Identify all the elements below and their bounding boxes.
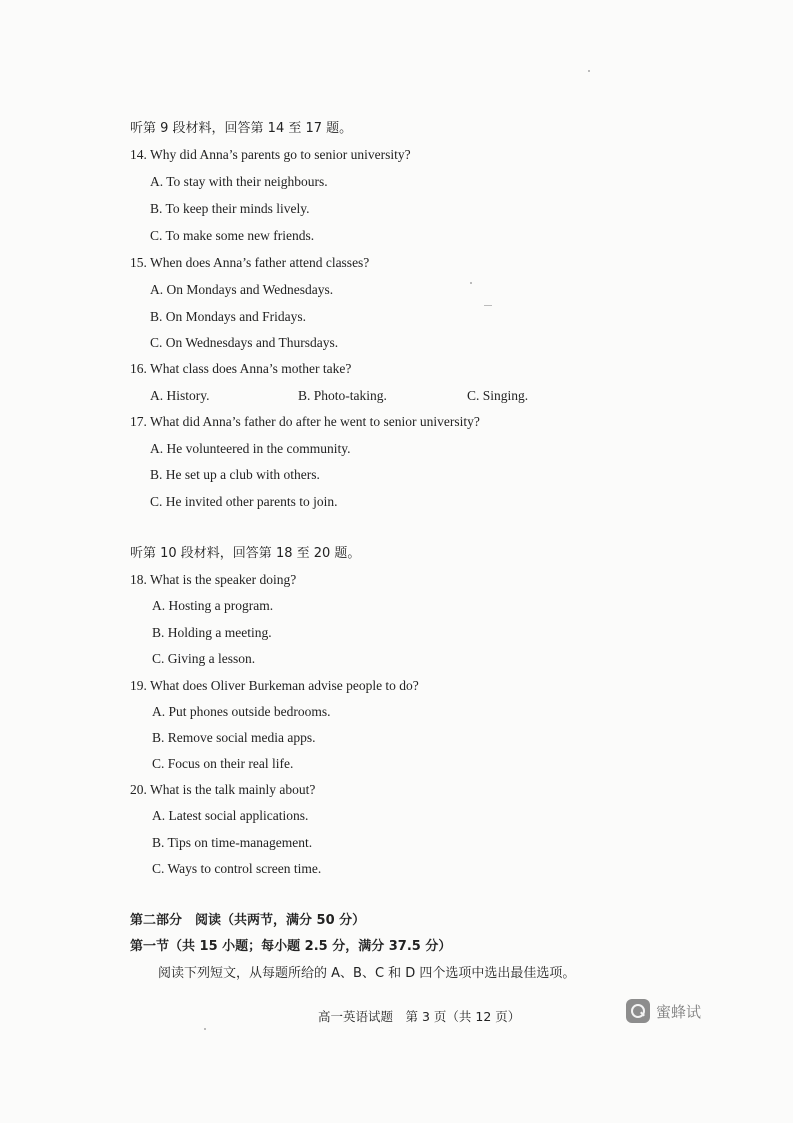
q16-option-a: A. History. [150, 388, 210, 403]
search-icon [626, 999, 650, 1023]
scan-speck [588, 70, 590, 72]
question-18: 18. What is the speaker doing? [130, 572, 297, 587]
question-17: 17. What did Anna’s father do after he went to senior university? [130, 414, 480, 429]
watermark-text: 蜜蜂试 [656, 1002, 702, 1021]
q14-option-c: C. To make some new friends. [150, 228, 315, 243]
part2-section1-title: 第一节（共 15 小题；每小题 2.5 分，满分 37.5 分） [130, 939, 452, 954]
q17-option-b: B. He set up a club with others. [150, 467, 320, 482]
q18-option-c: C. Giving a lesson. [152, 651, 256, 666]
q14-option-a: A. To stay with their neighbours. [150, 174, 328, 189]
watermark-logo [626, 997, 716, 1025]
q18-option-b: B. Holding a meeting. [152, 625, 272, 640]
question-16: 16. What class does Anna’s mother take? [130, 361, 352, 376]
q14-option-b: B. To keep their minds lively. [150, 201, 310, 216]
q15-option-b: B. On Mondays and Fridays. [150, 309, 306, 324]
question-15: 15. When does Anna’s father attend classes? [130, 255, 370, 270]
q15-option-c: C. On Wednesdays and Thursdays. [150, 335, 339, 350]
page-footer: 高一英语试题 第 3 页（共 12 页） [318, 1009, 521, 1024]
q15-option-a: A. On Mondays and Wednesdays. [150, 282, 334, 297]
q16-option-b: B. Photo-taking. [298, 388, 387, 403]
q20-option-b: B. Tips on time-management. [152, 835, 313, 850]
q17-option-c: C. He invited other parents to join. [150, 494, 338, 509]
scan-speck [204, 1028, 206, 1030]
q19-option-b: B. Remove social media apps. [152, 730, 316, 745]
question-14: 14. Why did Anna’s parents go to senior university? [130, 147, 411, 162]
q20-option-a: A. Latest social applications. [152, 808, 309, 823]
question-19: 19. What does Oliver Burkeman advise people to do? [130, 678, 419, 693]
scan-speck [470, 282, 472, 284]
part2-instruction: 阅读下列短文，从每题所给的 A、B、C 和 D 四个选项中选出最佳选项。 [158, 966, 576, 981]
q18-option-a: A. Hosting a program. [152, 598, 274, 613]
section-header-9: 听第 9 段材料，回答第 14 至 17 题。 [130, 121, 353, 136]
part2-title: 第二部分 阅读（共两节，满分 50 分） [130, 913, 366, 928]
q20-option-c: C. Ways to control screen time. [152, 861, 322, 876]
section-header-10: 听第 10 段材料，回答第 18 至 20 题。 [130, 546, 361, 561]
q17-option-a: A. He volunteered in the community. [150, 441, 351, 456]
q16-option-c: C. Singing. [467, 388, 529, 403]
question-20: 20. What is the talk mainly about? [130, 782, 316, 797]
q19-option-a: A. Put phones outside bedrooms. [152, 704, 331, 719]
q19-option-c: C. Focus on their real life. [152, 756, 294, 771]
scan-speck [484, 305, 492, 306]
